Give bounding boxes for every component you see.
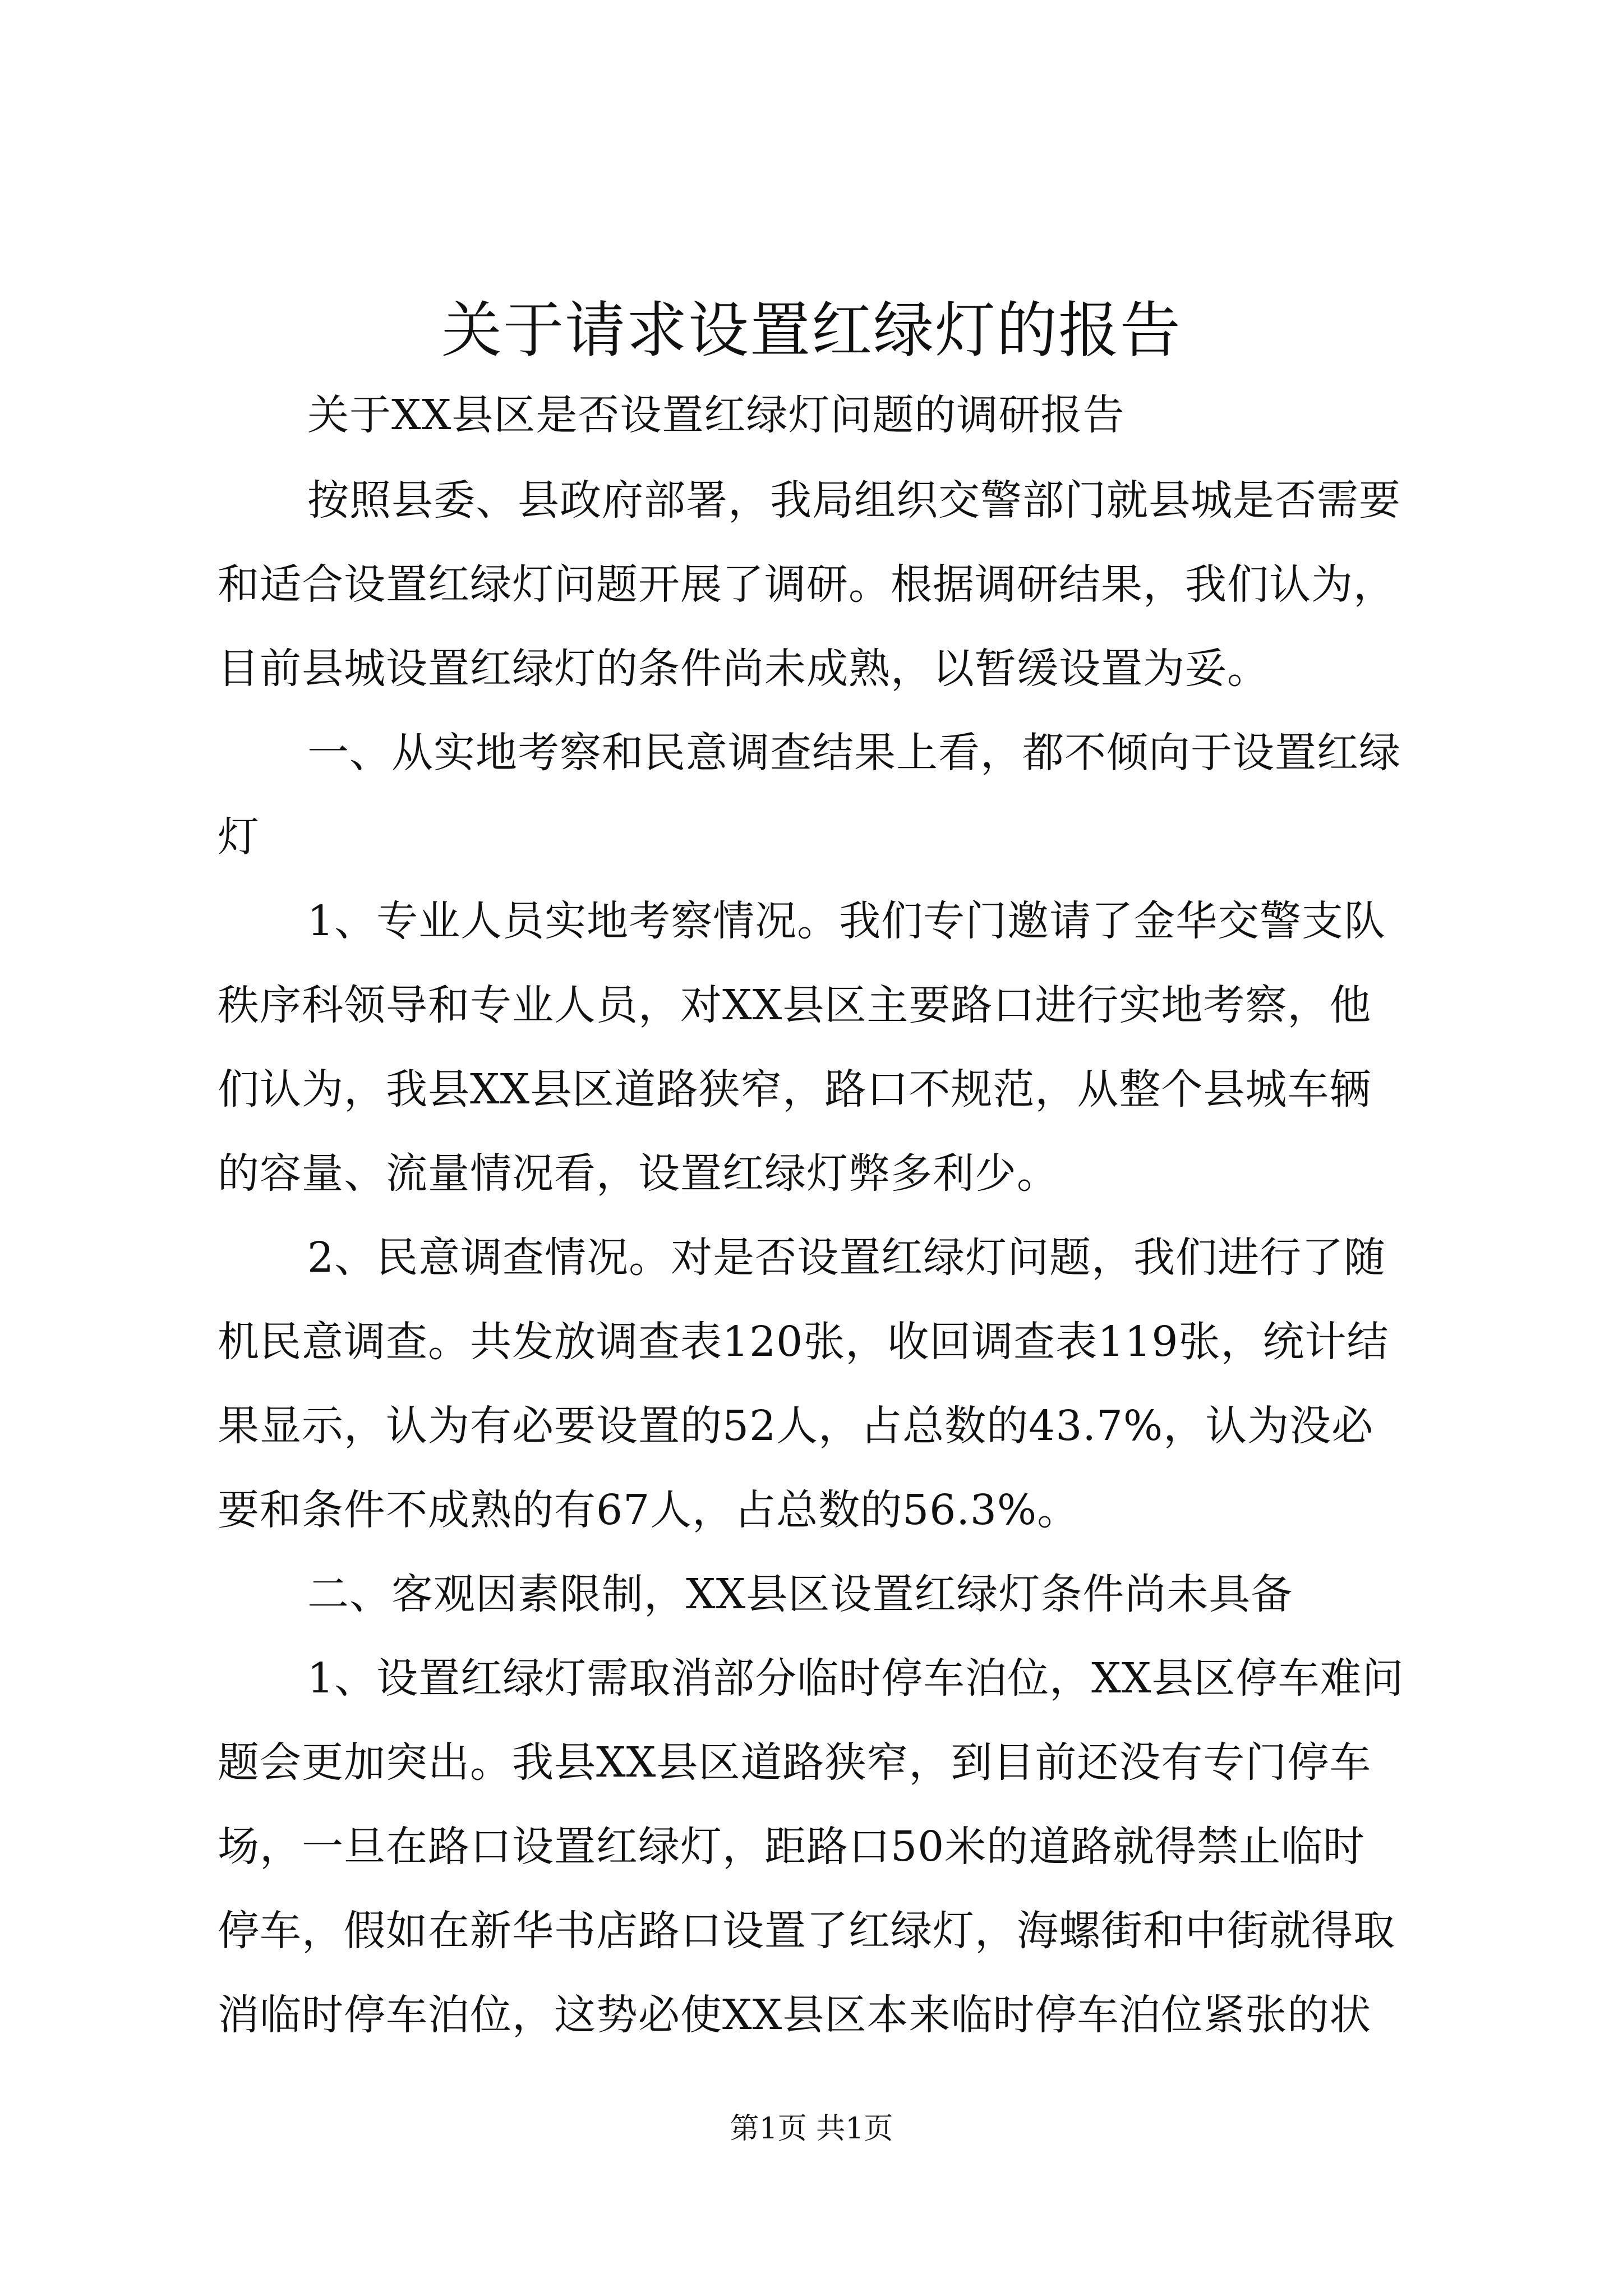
paragraph-line: 2、民意调查情况。对是否设置红绿灯问题，我们进行了随 [307, 1234, 1386, 1282]
paragraph-line: 机民意调查。共发放调查表120张，收回调查表119张，统计结 [218, 1318, 1389, 1366]
section-heading-line: 灯 [218, 813, 260, 861]
paragraph-line: 目前县城设置红绿灯的条件尚未成熟，以暂缓设置为妥。 [218, 645, 1269, 693]
subtitle-line: 关于XX县区是否设置红绿灯问题的调研报告 [307, 391, 1125, 439]
document-title: 关于请求设置红绿灯的报告 [441, 296, 1182, 366]
section-heading-line: 二、客观因素限制，XX县区设置红绿灯条件尚未具备 [307, 1570, 1293, 1618]
paragraph-line: 果显示，认为有必要设置的52人，占总数的43.7%，认为没必 [218, 1402, 1374, 1450]
paragraph-line: 题会更加突出。我县XX县区道路狭窄，到目前还没有专门停车 [218, 1738, 1372, 1787]
paragraph-line: 按照县委、县政府部署，我局组织交警部门就县城是否需要 [307, 476, 1401, 524]
paragraph-line: 停车，假如在新华书店路口设置了红绿灯，海螺街和中街就得取 [218, 1907, 1395, 1955]
paragraph-line: 们认为，我县XX县区道路狭窄，路口不规范，从整个县城车辆 [218, 1065, 1372, 1114]
paragraph-line: 1、专业人员实地考察情况。我们专门邀请了金华交警支队 [307, 897, 1386, 945]
paragraph-line: 消临时停车泊位，这势必使XX县区本来临时停车泊位紧张的状 [218, 1991, 1372, 2039]
paragraph-line: 1、设置红绿灯需取消部分临时停车泊位，XX县区停车难问 [307, 1654, 1404, 1703]
page-footer: 第1页 共1页 [730, 2112, 893, 2146]
paragraph-line: 场，一旦在路口设置红绿灯，距路口50米的道路就得禁止临时 [218, 1823, 1366, 1871]
paragraph-line: 秩序科领导和专业人员，对XX县区主要路口进行实地考察，他 [218, 981, 1372, 1029]
paragraph-line: 的容量、流量情况看，设置红绿灯弊多利少。 [218, 1149, 1059, 1198]
section-heading-line: 一、从实地考察和民意调查结果上看，都不倾向于设置红绿 [307, 729, 1401, 777]
paragraph-line: 要和条件不成熟的有67人，占总数的56.3%。 [218, 1486, 1080, 1534]
paragraph-line: 和适合设置红绿灯问题开展了调研。根据调研结果，我们认为， [218, 560, 1395, 609]
